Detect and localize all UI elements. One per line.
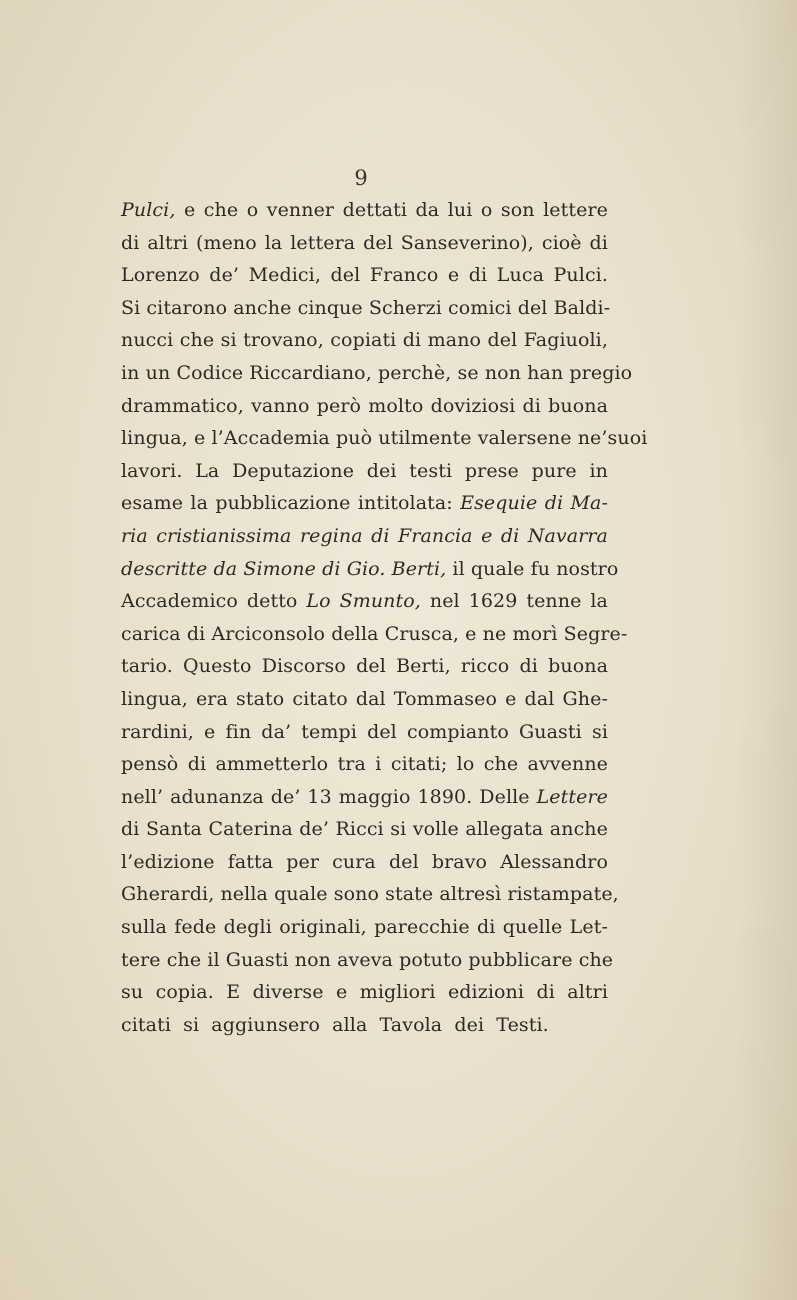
text-segment: nel 1629 tenne la (420, 590, 608, 613)
italic-text: Lettere (536, 785, 608, 808)
text-line (121, 357, 633, 390)
text-line (121, 259, 608, 292)
text-line (121, 227, 608, 260)
page-edge-shadow (737, 0, 797, 1300)
text-segment: il quale fu nostro (446, 557, 619, 580)
page-number: 9 (354, 166, 368, 190)
text-segment: tere che il Guasti non aveva potuto pubblicare che (121, 948, 614, 971)
text-line (121, 976, 608, 1009)
text-segment: nell’ adunanza de’ 13 maggio 1890. Delle (121, 785, 537, 808)
text-segment: esame la pubblicazione intitolata: (121, 492, 461, 515)
text-segment: Accademico detto (121, 590, 307, 613)
text-line (121, 455, 608, 488)
text-segment: su copia. E diverse e migliori edizioni di altri (121, 981, 608, 1004)
text-line (121, 422, 648, 455)
text-line (121, 878, 619, 911)
text-line (121, 618, 628, 651)
text-line (121, 585, 608, 618)
text-line (121, 683, 608, 716)
text-line (121, 520, 608, 553)
text-segment: Lorenzo de’ Medici, del Franco e di Luca Pulci. (121, 264, 608, 287)
text-line (121, 716, 608, 749)
text-segment: Gherardi, nella quale sono state altresì ristampate, (121, 883, 619, 906)
text-line (121, 487, 608, 520)
text-line (121, 292, 611, 325)
text-segment: drammatico, vanno però molto doviziosi di buona (121, 394, 608, 417)
text-segment: rardini, e fin da’ tempi del compianto Guasti si (121, 720, 608, 743)
italic-text: Esequie di Ma- (460, 492, 608, 515)
text-segment: lavori. La Deputazione dei testi prese pure in (121, 459, 608, 482)
italic-text: ria cristianissima regina di Francia e di Navarra (121, 524, 608, 547)
text-segment: carica di Arciconsolo della Crusca, e ne morì Segre- (121, 622, 628, 645)
text-segment: l’edizione fatta per cura del bravo Alessandro (121, 850, 608, 873)
text-line (121, 813, 608, 846)
text-segment: di Santa Caterina de’ Ricci si volle allegata anche (121, 818, 608, 841)
text-line (121, 944, 614, 977)
text-segment: pensò di ammetterlo tra i citati; lo che avvenne (121, 753, 608, 776)
text-segment: nucci che si trovano, copiati di mano del Fagiuoli, (121, 329, 608, 352)
text-line (121, 846, 608, 879)
text-line (121, 1009, 608, 1042)
text-segment: tario. Questo Discorso del Berti, ricco di buona (121, 655, 608, 678)
text-line (121, 911, 608, 944)
italic-text: Pulci, (121, 199, 176, 221)
text-segment: sulla fede degli originali, parecchie di quelle Let- (121, 916, 608, 939)
text-line (121, 390, 608, 423)
text-segment: Si citarono anche cinque Scherzi comici del Baldi- (121, 296, 611, 319)
text-line (121, 553, 619, 586)
body-text (121, 194, 648, 1041)
text-line (121, 748, 608, 781)
text-line (121, 194, 608, 227)
text-segment: e che o venner dettati da lui o son lettere (175, 199, 608, 221)
text-segment: citati si aggiunsero alla Tavola dei Testi. (121, 1013, 549, 1036)
text-line (121, 324, 608, 357)
text-line (121, 781, 608, 814)
text-line (121, 650, 608, 683)
text-segment: di altri (meno la lettera del Sanseverino), cioè di (121, 231, 608, 254)
italic-text: descritte da Simone di Gio. Berti, (121, 557, 447, 580)
text-segment: in un Codice Riccardiano, perchè, se non han pregio (121, 361, 633, 384)
italic-text: Lo Smunto, (306, 590, 421, 613)
text-segment: lingua, era stato citato dal Tommaseo e dal Ghe- (121, 687, 608, 710)
text-segment: lingua, e l’Accademia può utilmente valersene ne’suoi (121, 427, 648, 450)
